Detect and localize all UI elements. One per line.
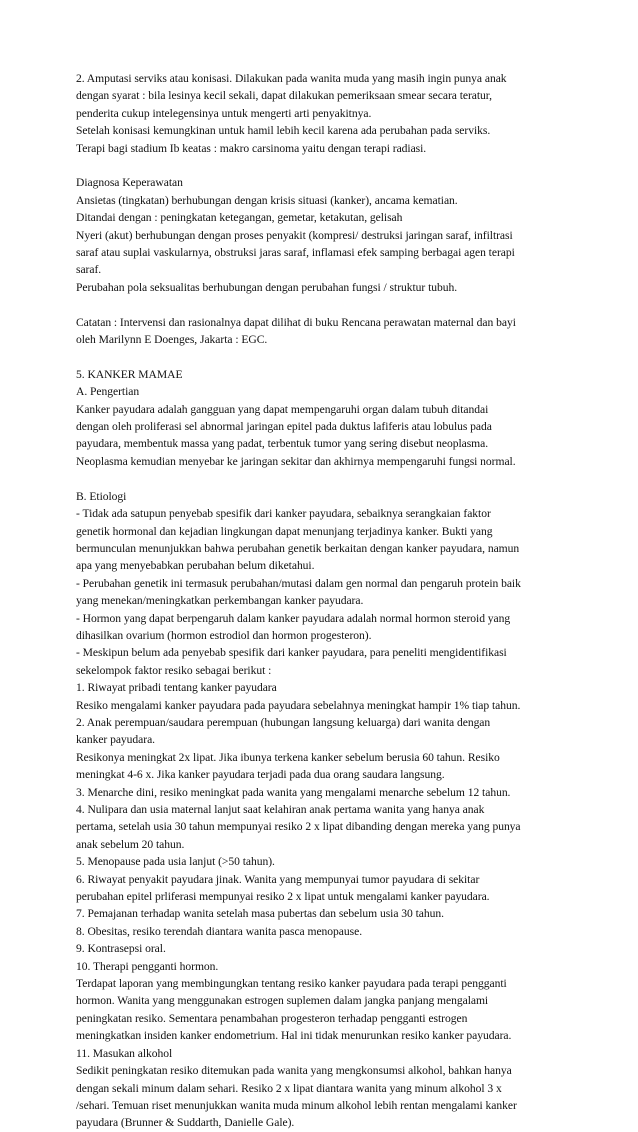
text-line: dengan sekali minum dalam sehari. Resiko 2 x lipat diantara wanita yang minum alkohol 3 x: [76, 1081, 502, 1095]
text-line: 10. Therapi pengganti hormon.: [76, 959, 219, 973]
subsection-heading: A. Pengertian: [76, 385, 140, 399]
section-heading: 5. KANKER MAMAE: [76, 367, 183, 381]
text-line: perubahan epitel prliferasi mempunyai resiko 2 x lipat untuk mengalami kanker payudara.: [76, 890, 490, 904]
text-line: 2. Anak perempuan/saudara perempuan (hubungan langsung keluarga) dari wanita dengan: [76, 715, 491, 729]
text-line: - Tidak ada satupun penyebab spesifik dari kanker payudara, sebaiknya serangkaian faktor: [76, 507, 491, 521]
text-line: 2. Amputasi serviks atau konisasi. Dilakukan pada wanita muda yang masih ingin punya anak: [76, 72, 507, 85]
text-line: 5. Menopause pada usia lanjut (>50 tahun).: [76, 855, 275, 869]
text-line: Terapi bagi stadium Ib keatas : makro carsinoma yaitu dengan terapi radiasi.: [76, 141, 427, 155]
text-line: dihasilkan ovarium (hormon estrodiol dan hormon progesteron).: [76, 628, 372, 642]
text-line: dengan syarat : bila lesinya kecil sekali, dapat dilakukan pemeriksaan smear secara teratur,: [76, 89, 492, 103]
text-line: sekelompok faktor resiko sebagai berikut :: [76, 663, 272, 677]
text-line: - Meskipun belum ada penyebab spesifik dari kanker payudara, para peneliti mengidentifikasi: [76, 646, 507, 660]
text-line: bermunculan menunjukkan bahwa perubahan genetik berkaitan dengan kanker payudara, namun: [76, 541, 520, 555]
paragraph-note: [76, 314, 566, 349]
paragraph-gap: [76, 296, 566, 313]
text-line: Terdapat laporan yang membingungkan tentang resiko kanker payudara pada terapi pengganti: [76, 977, 507, 991]
text-line: oleh Marilynn E Doenges, Jakarta : EGC.: [76, 333, 268, 347]
text-line: Setelah konisasi kemungkinan untuk hamil lebih kecil karena ada perubahan pada serviks.: [76, 124, 491, 138]
text-line: Nyeri (akut) berhubungan dengan proses penyakit (kompresi/ destruksi jaringan saraf, infiltrasi: [76, 228, 513, 242]
text-line: penderita cukup intelegensinya untuk mengerti arti penyakitnya.: [76, 106, 372, 120]
paragraph-cervical-therapy: [76, 70, 566, 157]
paragraph-nursing-diagnosis: [76, 174, 566, 296]
text-line: payudara (Brunner & Suddarth, Danielle Gale).: [76, 1116, 295, 1130]
text-line: 7. Pemajanan terhadap wanita setelah masa pubertas dan sebelum usia 30 tahun.: [76, 907, 444, 921]
text-line: genetik hormonal dan kejadian lingkungan dapat menunjang terjadinya kanker. Bukti yang: [76, 524, 493, 538]
text-line: meningkat 4-6 x. Jika kanker payudara terjadi pada dua orang saudara langsung.: [76, 768, 445, 782]
subsection-heading: B. Etiologi: [76, 489, 127, 503]
text-line: saraf.: [76, 263, 102, 277]
text-line: kanker payudara.: [76, 733, 156, 747]
text-line: yang menekan/meningkatkan perkembangan kanker payudara.: [76, 594, 364, 608]
paragraph-gap: [76, 470, 566, 487]
text-line: Neoplasma kemudian menyebar ke jaringan sekitar dan akhirnya mempengaruhi fungsi normal.: [76, 454, 516, 468]
text-line: apa yang menyebabkan perubahan belum diketahui.: [76, 559, 315, 573]
text-line: 9. Kontrasepsi oral.: [76, 942, 166, 956]
text-line: 8. Obesitas, resiko terendah diantara wanita pasca menopause.: [76, 924, 363, 938]
text-line: 4. Nulipara dan usia maternal lanjut saat kelahiran anak pertama wanita yang hanya anak: [76, 803, 485, 816]
text-line: meningkatkan insiden kanker endometrium. Hal ini tidak menurunkan resiko kanker payudara.: [76, 1029, 512, 1043]
text-line: dengan oleh proliferasi sel abnormal jaringan epitel pada duktus lafiferis atau lobulus pada: [76, 420, 492, 434]
text-line: 1. Riwayat pribadi tentang kanker payudara: [76, 681, 277, 695]
text-line: hormon. Wanita yang menggunakan estrogen suplemen dalam jangka panjang mengalami: [76, 994, 489, 1008]
text-line: anak sebelum 20 tahun.: [76, 837, 185, 851]
text-line: Resikonya meningkat 2x lipat. Jika ibunya terkena kanker sebelum berusia 60 tahun. Resiko: [76, 750, 500, 764]
paragraph-breast-cancer-definition: [76, 366, 566, 470]
text-line: - Hormon yang dapat berpengaruh dalam kanker payudara adalah normal hormon steroid yang: [76, 611, 511, 625]
paragraph-gap: [76, 157, 566, 174]
text-line: 11. Masukan alkohol: [76, 1046, 173, 1060]
text-line: 3. Menarche dini, resiko meningkat pada wanita yang mengalami menarche sebelum 12 tahun.: [76, 785, 511, 799]
text-line: Sedikit peningkatan resiko ditemukan pada wanita yang mengkonsumsi alkohol, bahkan hanya: [76, 1064, 512, 1078]
text-line: pertama, setelah usia 30 tahun mempunyai resiko 2 x lipat dibanding dengan mereka yang punya: [76, 820, 521, 834]
text-line: - Perubahan genetik ini termasuk perubahan/mutasi dalam gen normal dan pengaruh protein baik: [76, 576, 521, 590]
section-heading: Diagnosa Keperawatan: [76, 176, 183, 190]
text-line: Resiko mengalami kanker payudara pada payudara sebelahnya meningkat hampir 1% tiap tahun.: [76, 698, 521, 712]
text-line: 6. Riwayat penyakit payudara jinak. Wanita yang mempunyai tumor payudara di sekitar: [76, 872, 480, 886]
document-page: [76, 70, 566, 1132]
text-line: payudara, membentuk massa yang padat, terbentuk tumor yang sering disebut neoplasma.: [76, 437, 489, 451]
text-line: Ditandai dengan : peningkatan ketegangan, gemetar, ketakutan, gelisah: [76, 211, 403, 225]
text-line: Catatan : Intervensi dan rasionalnya dapat dilihat di buku Rencana perawatan maternal dan bayi: [76, 315, 516, 329]
text-line: peningkatan resiko. Sementara penambahan progesteron terhadap pengganti estrogen: [76, 1011, 468, 1025]
text-line: Perubahan pola seksualitas berhubungan dengan perubahan fungsi / struktur tubuh.: [76, 280, 458, 294]
text-line: /sehari. Temuan riset menunjukkan wanita muda minum alkohol lebih rentan mengalami kanker: [76, 1098, 517, 1112]
paragraph-etiology: [76, 488, 566, 1132]
text-line: Kanker payudara adalah gangguan yang dapat mempengaruhi organ dalam tubuh ditandai: [76, 402, 489, 416]
text-line: Ansietas (tingkatan) berhubungan dengan krisis situasi (kanker), ancama kematian.: [76, 193, 458, 207]
paragraph-gap: [76, 348, 566, 365]
text-line: saraf atau suplai vaskularnya, obstruksi jaras saraf, inflamasi efek samping berbagai agen terapi: [76, 246, 515, 260]
